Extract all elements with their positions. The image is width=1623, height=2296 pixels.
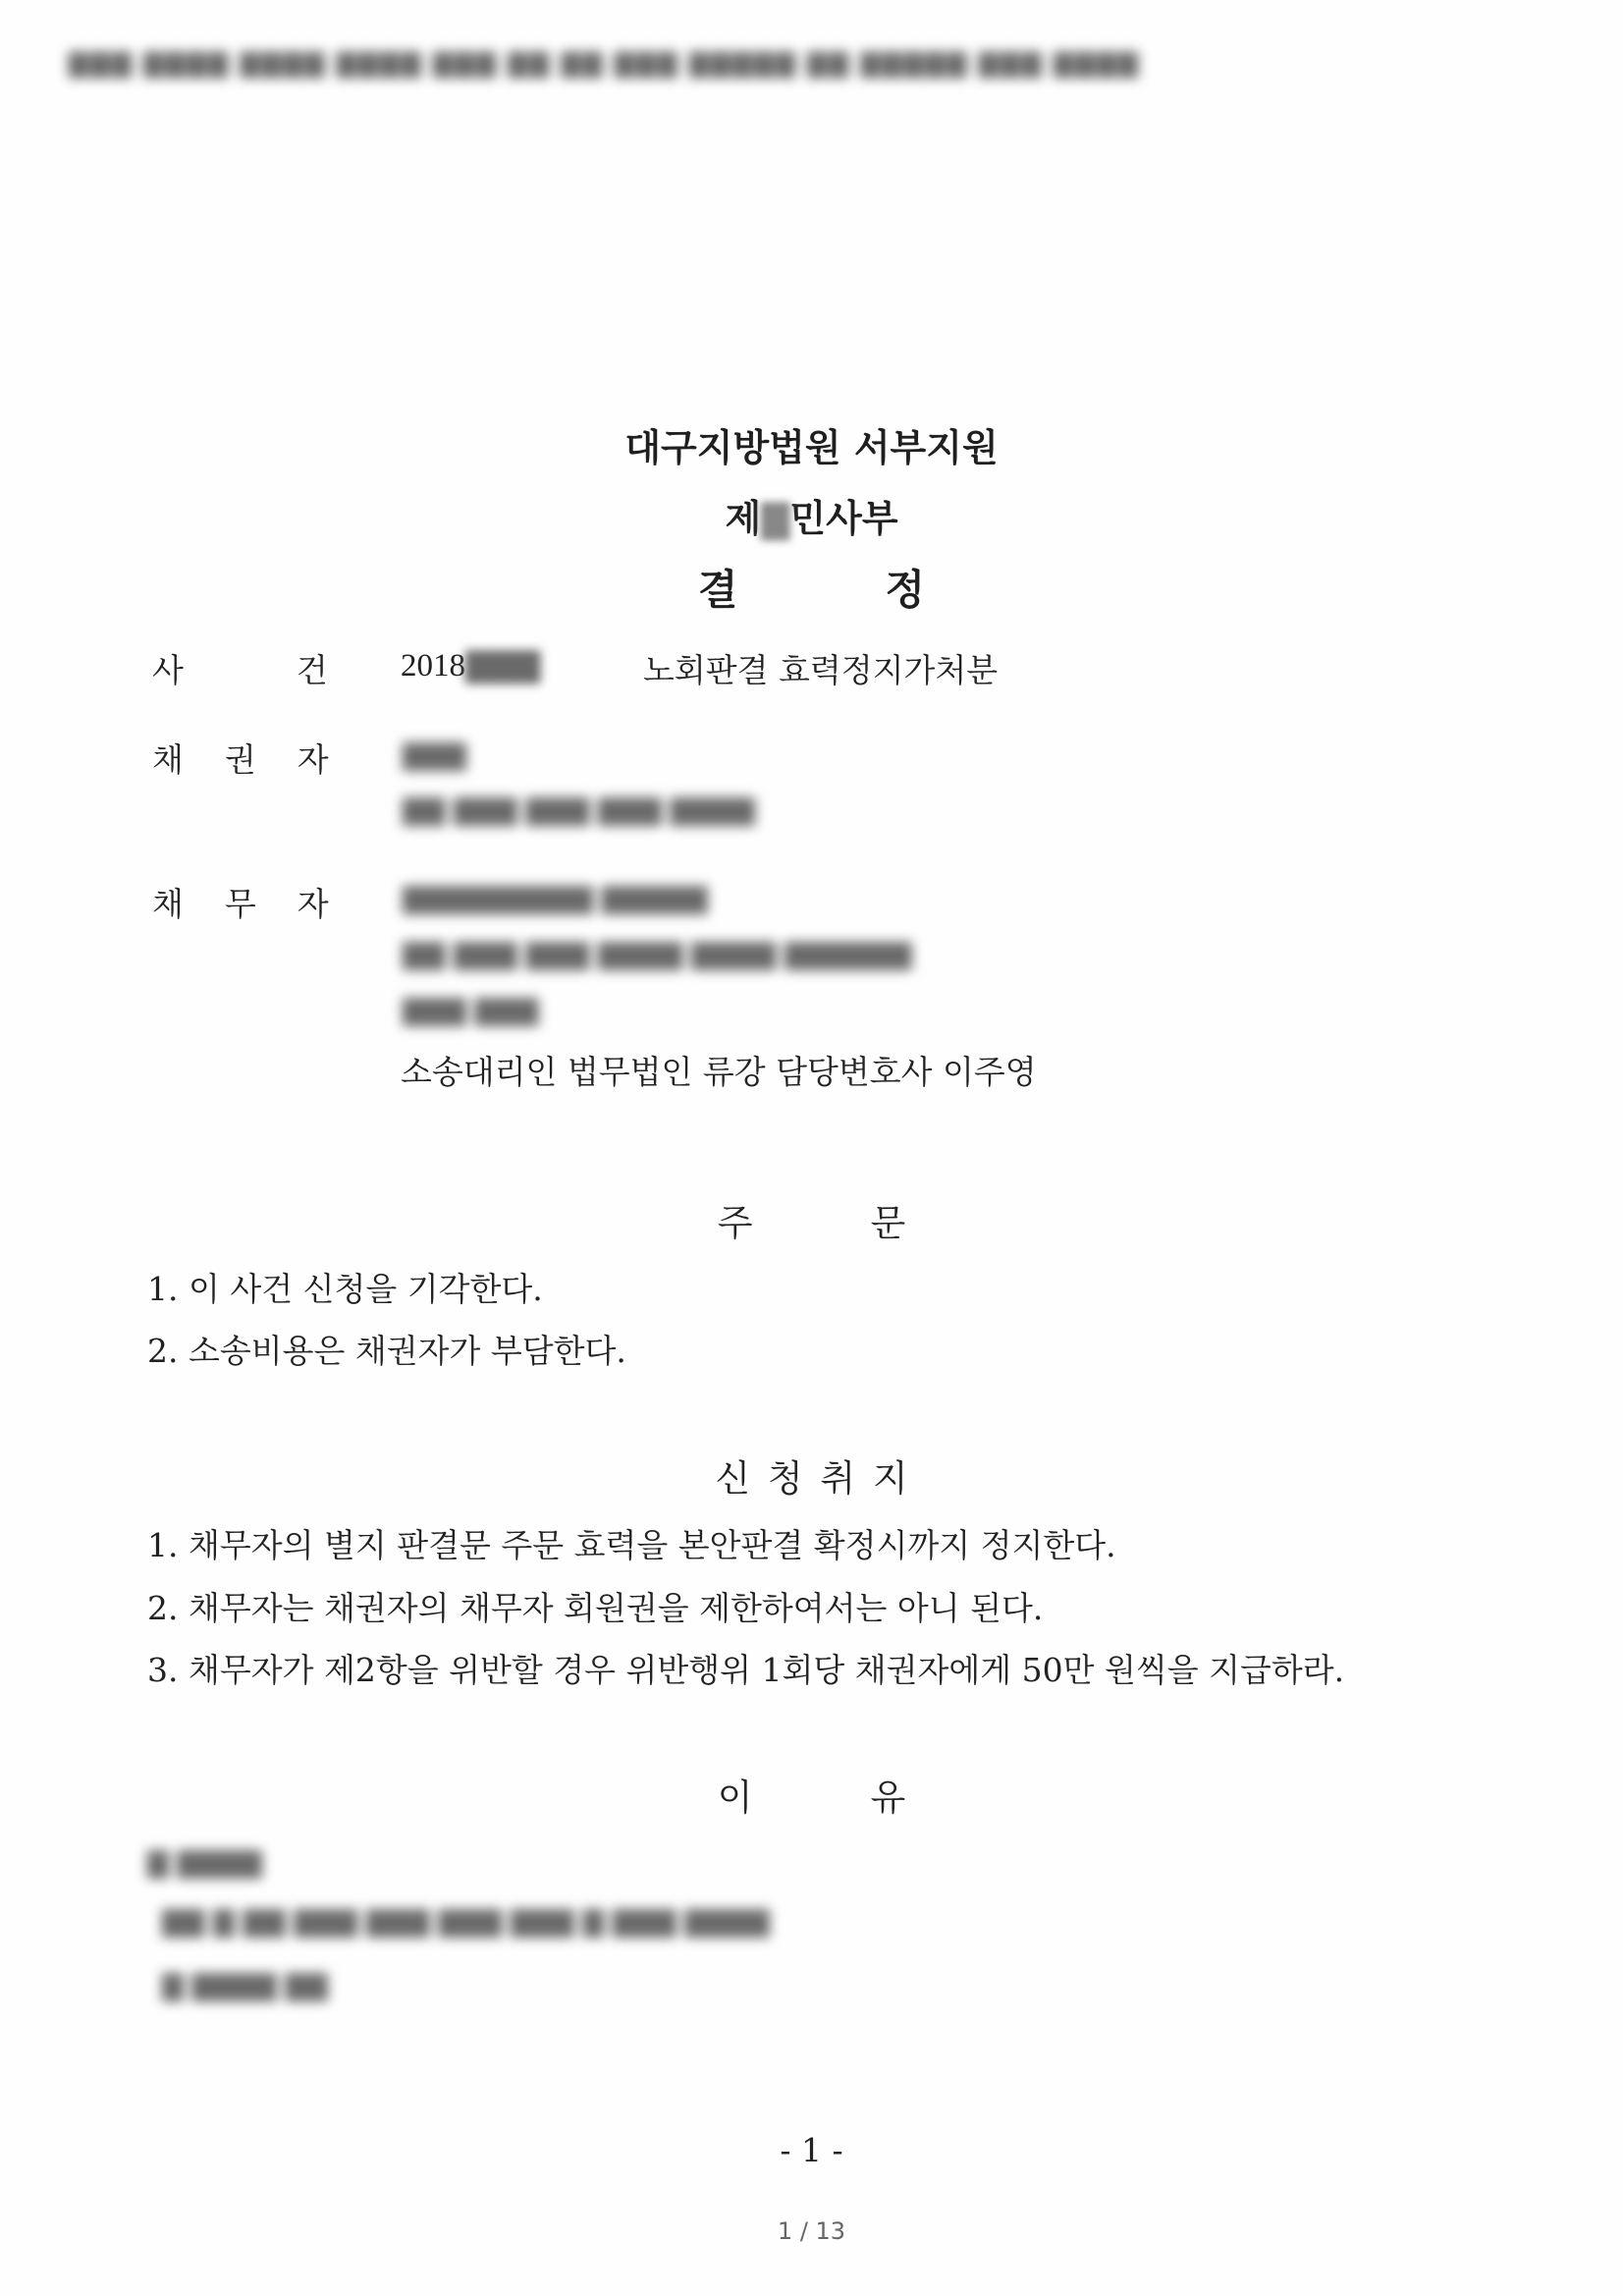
application-item-1: 1. 채무자의 별지 판결문 주문 효력을 본안판결 확정시까지 정지한다. xyxy=(147,1526,1116,1564)
reasons-heading xyxy=(0,1768,1623,1821)
debtor-counsel: 소송대리인 법무법인 류강 담당변호사 이주영 xyxy=(401,1053,1037,1091)
reasons-line1-redacted: ▇ ▇▇▇▇ xyxy=(147,1846,262,1879)
debtor-label-0: 채 xyxy=(152,885,184,923)
creditor-address-redacted: ▇▇ ▇▇▇ ▇▇▇ ▇▇▇ ▇▇▇▇ xyxy=(403,793,755,826)
debtor-line3-redacted: ▇▇▇ ▇▇▇ xyxy=(403,994,539,1026)
application-item-2: 2. 채무자는 채권자의 채무자 회원권을 제한하여서는 아니 된다. xyxy=(147,1589,1044,1627)
case-number-prefix: 2018 xyxy=(401,648,465,683)
reasons-line3-redacted: ▇ ▇▇▇▇ ▇▇ xyxy=(162,1969,328,2001)
debtor-line1-redacted: ▇▇▇▇▇▇▇▇▇ ▇▇▇▇▇ xyxy=(403,882,708,914)
order-item-2: 2. 소송비용은 채권자가 부담한다. xyxy=(147,1332,626,1370)
creditor-name-redacted: ▇▇▇ xyxy=(403,738,466,771)
case-label-right: 건 xyxy=(296,651,328,689)
case-label-left: 사 xyxy=(152,651,184,689)
reasons-line2-redacted: ▇▇ ▇ ▇▇ ▇▇▇ ▇▇▇ ▇▇▇ ▇▇▇ ▇ ▇▇▇ ▇▇▇▇ xyxy=(162,1905,770,1938)
creditor-label xyxy=(152,735,329,781)
order-item-1: 1. 이 사건 신청을 기각한다. xyxy=(147,1270,543,1308)
division-suffix: 민사부 xyxy=(789,497,898,540)
court-name: 대구지방법원 서부지원 xyxy=(624,426,999,469)
division-name xyxy=(0,488,1623,542)
reasons-heading-left: 이 xyxy=(717,1777,753,1819)
debtor-label xyxy=(152,879,329,925)
order-heading-right: 문 xyxy=(870,1202,906,1244)
case-name: 노회판결 효력정지가처분 xyxy=(643,651,999,689)
reasons-heading-right: 유 xyxy=(870,1777,906,1819)
document-title xyxy=(0,558,1623,617)
division-prefix: 제 xyxy=(725,497,762,540)
page-number: - 1 - xyxy=(780,2131,843,2169)
creditor-label-1: 권 xyxy=(224,740,256,779)
case-number-redacted: ▇▇▇ xyxy=(465,648,541,683)
document-title-right: 정 xyxy=(885,566,926,614)
order-heading-left: 주 xyxy=(717,1202,753,1244)
application-item-3: 3. 채무자가 제2항을 위반할 경우 위반행위 1회당 채권자에게 50만 원씩을 지급하라. xyxy=(147,1651,1345,1689)
debtor-label-2: 자 xyxy=(297,885,329,923)
case-label xyxy=(152,645,328,691)
redacted-header-line: ▇▇▇ ▇▇▇▇ ▇▇▇▇ ▇▇▇▇ ▇▇▇ ▇▇ ▇▇ ▇▇▇ ▇▇▇▇▇ ▇▇ ▇▇▇▇▇ ▇▇▇ ▇▇▇▇ xyxy=(69,49,1140,79)
creditor-label-0: 채 xyxy=(152,740,184,779)
debtor-line2-redacted: ▇▇ ▇▇▇ ▇▇▇ ▇▇▇▇ ▇▇▇▇ ▇▇▇▇▇▇ xyxy=(403,938,912,970)
creditor-label-2: 자 xyxy=(297,740,329,779)
pager-indicator: 1 / 13 xyxy=(777,2217,846,2245)
order-heading xyxy=(0,1193,1623,1246)
case-number xyxy=(401,645,540,684)
application-heading: 신 청 취 지 xyxy=(715,1457,908,1500)
document-title-left: 결 xyxy=(697,566,738,614)
division-redacted: ▇ xyxy=(761,497,790,540)
debtor-label-1: 무 xyxy=(224,885,256,923)
